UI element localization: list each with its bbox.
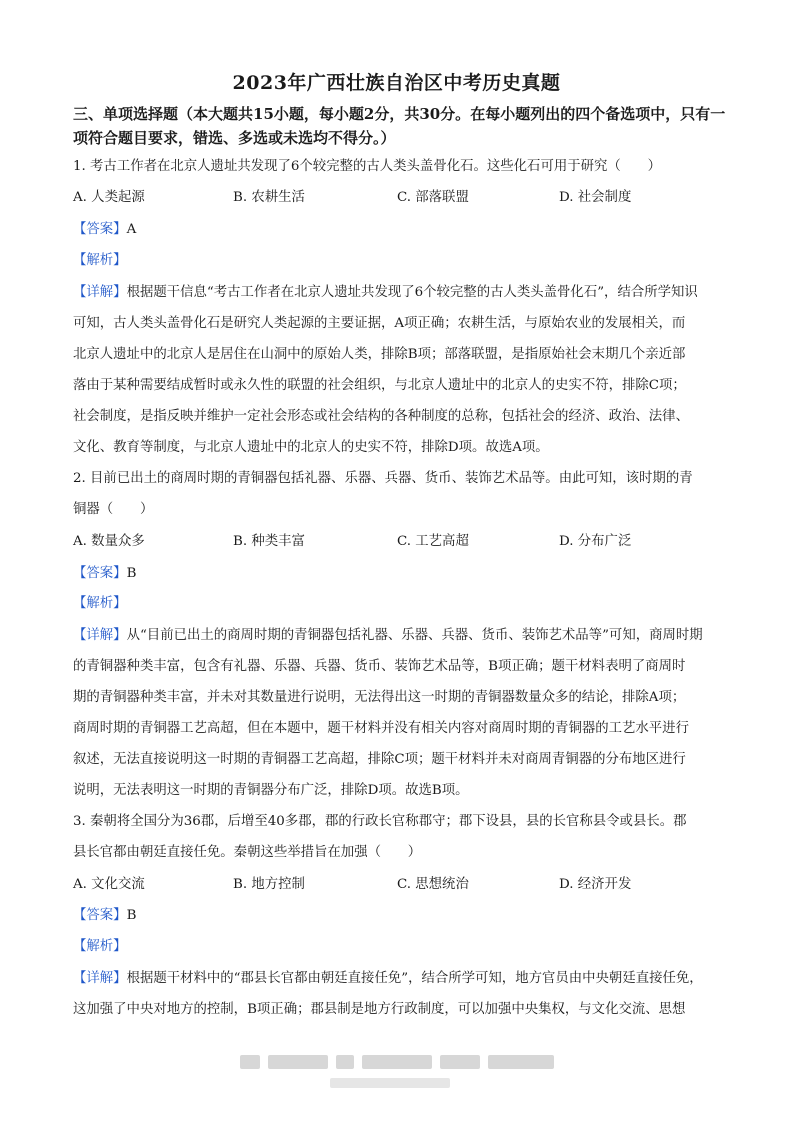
q1-analysis-label [73,251,733,271]
q1-option-c: C. 部落联盟 [397,190,469,205]
q2-detail-line: 期的青铜器种类丰富，并未对其数量进行说明，无法得出这一时期的青铜器数量众多的结论，排除A项； [73,690,686,705]
q3-analysis-label [73,937,733,957]
analysis-label: 【解析】 [73,939,127,954]
detail-label: 【详解】 [73,285,127,300]
answer-label: 【答案】 [73,908,127,923]
question-2-stem: 铜器（ ） [73,502,154,517]
question-2-stem: 2. 目前已出土的商周时期的青铜器包括礼器、乐器、兵器、货币、装饰艺术品等。由此可知，该时期的青 [73,471,693,486]
question-3-stem: 县长官都由朝廷直接任免。秦朝这些举措旨在加强（ ） [73,845,422,860]
page-title: 2023年广西壮族自治区中考历史真题 [232,72,561,94]
q1-detail-line: 可知，古人类头盖骨化石是研究人类起源的主要证据，A项正确；农耕生活，与原始农业的发展相关，而 [73,316,686,331]
q2-option-a: A. 数量众多 [73,534,145,549]
question-1-stem: 1. 考古工作者在北京人遗址共发现了6个较完整的古人类头盖骨化石。这些化石可用于研究（ ） [73,159,661,174]
answer-label: 【答案】 [73,222,127,237]
q3-option-b: B. 地方控制 [233,877,305,892]
q1-detail-line: 文化、教育等制度，与北京人遗址中的北京人的史实不符，排除D项。故选A项。 [73,440,549,455]
detail-label: 【详解】 [73,971,127,986]
q2-answer [73,564,733,584]
q1-detail-line: 落由于某种需要结成暂时或永久性的联盟的社会组织，与北京人遗址中的北京人的史实不符，排除C项； [73,378,686,393]
q3-option-d: D. 经济开发 [559,877,632,892]
question-3-stem: 3. 秦朝将全国分为36郡，后增至40多郡，郡的行政长官称郡守；郡下设县，县的长官称县令或县长。郡 [73,814,687,829]
q1-option-d: D. 社会制度 [559,190,632,205]
answer-value: B [126,908,137,923]
section-heading: 三、单项选择题（本大题共15小题，每小题2分，共30分。在每小题列出的四个备选项中，只有一项符合题目要求，错选、多选或未选均不得分。） [73,105,726,147]
q1-answer [73,220,733,240]
q2-option-b: B. 种类丰富 [233,534,305,549]
q3-answer [73,906,733,926]
q3-option-c: C. 思想统治 [397,877,469,892]
blurred-footer-url [330,1078,450,1088]
q2-detail-line: 说明，无法表明这一时期的青铜器分布广泛，排除D项。故选B项。 [73,783,469,798]
q3-option-a: A. 文化交流 [73,877,145,892]
q2-option-c: C. 工艺高超 [397,534,469,549]
blurred-footer [240,1055,554,1069]
answer-label: 【答案】 [73,566,127,581]
detail-label: 【详解】 [73,628,127,643]
q2-detail-line: 商周时期的青铜器工艺高超，但在本题中，题干材料并没有相关内容对商周时期的青铜器的工艺水平进行 [73,721,689,736]
q2-detail-line: 【详解】从“目前已出土的商周时期的青铜器包括礼器、乐器、兵器、货币、装饰艺术品等”可知，商周时期 [73,628,703,643]
answer-value: B [126,566,137,581]
q1-detail-line: 社会制度，是指反映并维护一定社会形态或社会结构的各种制度的总称，包括社会的经济、政治、法律、 [73,409,689,424]
q1-option-b: B. 农耕生活 [233,190,305,205]
q2-analysis-label [73,594,733,614]
q1-option-a: A. 人类起源 [73,190,145,205]
q3-detail-line: 【详解】根据题干材料中的“郡县长官都由朝廷直接任免”，结合所学可知，地方官员由中央朝廷直接任免， [73,971,703,986]
q2-detail-line: 的青铜器种类丰富，包含有礼器、乐器、兵器、货币、装饰艺术品等，B项正确；题干材料表明了商周时 [73,659,686,674]
q1-detail-line: 【详解】根据题干信息“考古工作者在北京人遗址共发现了6个较完整的古人类头盖骨化石”，结合所学知识 [73,285,698,300]
q2-option-d: D. 分布广泛 [559,534,632,549]
q1-detail-line: 北京人遗址中的北京人是居住在山洞中的原始人类，排除B项；部落联盟，是指原始社会末期几个亲近部 [73,347,686,362]
q3-detail-line: 这加强了中央对地方的控制，B项正确；郡县制是地方行政制度，可以加强中央集权，与文化交流、思想 [73,1002,686,1017]
q2-detail-line: 叙述，无法直接说明这一时期的青铜器工艺高超，排除C项；题干材料并未对商周青铜器的分布地区进行 [73,752,686,767]
answer-value: A [126,222,137,237]
analysis-label: 【解析】 [73,596,127,611]
analysis-label: 【解析】 [73,253,127,268]
